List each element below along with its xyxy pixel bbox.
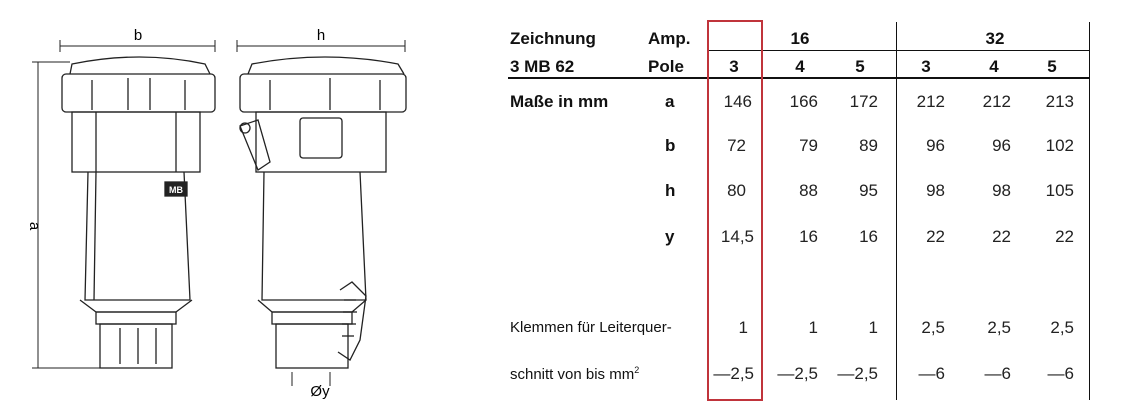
terminal-from-6: 2,5 xyxy=(1050,318,1074,337)
cell-b-4: 96 xyxy=(926,136,945,155)
pole-32-3: 3 xyxy=(921,57,931,76)
row-key-h: h xyxy=(665,181,676,200)
pole-16-3: 3 xyxy=(729,57,739,76)
terminal-from-3: 1 xyxy=(868,318,878,337)
cell-y-4: 22 xyxy=(926,227,945,246)
cell-b-3: 89 xyxy=(859,136,878,155)
terminal-label-2: schnitt von bis $mm^2$ xyxy=(510,365,640,383)
highlighted-column-16A-3pole xyxy=(707,20,763,401)
cell-y-2: 16 xyxy=(799,227,818,246)
terminal-to-6: —6 xyxy=(1047,364,1074,383)
cell-h-3: 95 xyxy=(859,181,878,200)
terminal-from-1: 1 xyxy=(738,318,748,337)
pole-32-5: 5 xyxy=(1047,57,1057,76)
brand-mark: MB xyxy=(169,185,183,195)
cell-h-5: 98 xyxy=(992,181,1011,200)
header-zeichnung: Zeichnung xyxy=(510,29,596,48)
cell-y-6: 22 xyxy=(1055,227,1074,246)
col-rule-2 xyxy=(896,22,897,400)
header-rule-bottom xyxy=(508,77,1089,79)
cell-b-1: 72 xyxy=(727,136,746,155)
cell-a-5: 212 xyxy=(982,92,1011,111)
section-label: Maße in mm xyxy=(510,92,609,111)
col-rule-3 xyxy=(1089,22,1090,400)
cell-a-1: 146 xyxy=(723,92,752,111)
cell-b-5: 96 xyxy=(992,136,1011,155)
cell-y-3: 16 xyxy=(859,227,878,246)
cell-a-3: 172 xyxy=(849,92,878,111)
terminal-from-5: 2,5 xyxy=(987,318,1011,337)
terminal-from-4: 2,5 xyxy=(921,318,945,337)
cell-h-1: 80 xyxy=(727,181,746,200)
cell-y-5: 22 xyxy=(992,227,1011,246)
terminal-to-5: —6 xyxy=(984,364,1011,383)
unit-superscript: 2 xyxy=(634,365,640,375)
cell-a-2: 166 xyxy=(789,92,818,111)
cell-a-6: 213 xyxy=(1045,92,1074,111)
header-amp: Amp. xyxy=(648,29,691,48)
pole-32-4: 4 xyxy=(989,57,999,76)
cell-h-4: 98 xyxy=(926,181,945,200)
header-model: 3 MB 62 xyxy=(510,57,575,76)
row-key-b: b xyxy=(665,136,676,155)
dim-a-label: a xyxy=(26,221,43,231)
cell-y-1: 14,5 xyxy=(720,227,754,246)
cell-a-4: 212 xyxy=(916,92,945,111)
terminal-to-3: —2,5 xyxy=(837,364,878,383)
dim-h-label: h xyxy=(316,27,326,44)
dim-y-label: Øy xyxy=(310,383,330,400)
terminal-label-1: Klemmen für Leiterquer- xyxy=(510,319,672,336)
cell-h-6: 105 xyxy=(1045,181,1074,200)
header-pole: Pole xyxy=(648,57,684,76)
row-key-y: y xyxy=(665,227,675,246)
amp-group-32: 32 xyxy=(985,29,1005,48)
row-key-a: a xyxy=(665,92,675,111)
terminal-to-2: —2,5 xyxy=(777,364,818,383)
terminal-from-2: 1 xyxy=(808,318,818,337)
pole-16-5: 5 xyxy=(855,57,865,76)
dim-b-label: b xyxy=(133,27,143,44)
terminal-to-1: —2,5 xyxy=(713,364,754,383)
cell-b-6: 102 xyxy=(1045,136,1074,155)
header-rule-top xyxy=(707,50,1089,51)
terminal-to-4: —6 xyxy=(918,364,945,383)
cell-h-2: 88 xyxy=(799,181,818,200)
amp-group-16: 16 xyxy=(790,29,810,48)
cell-b-2: 79 xyxy=(799,136,818,155)
pole-16-4: 4 xyxy=(795,57,805,76)
